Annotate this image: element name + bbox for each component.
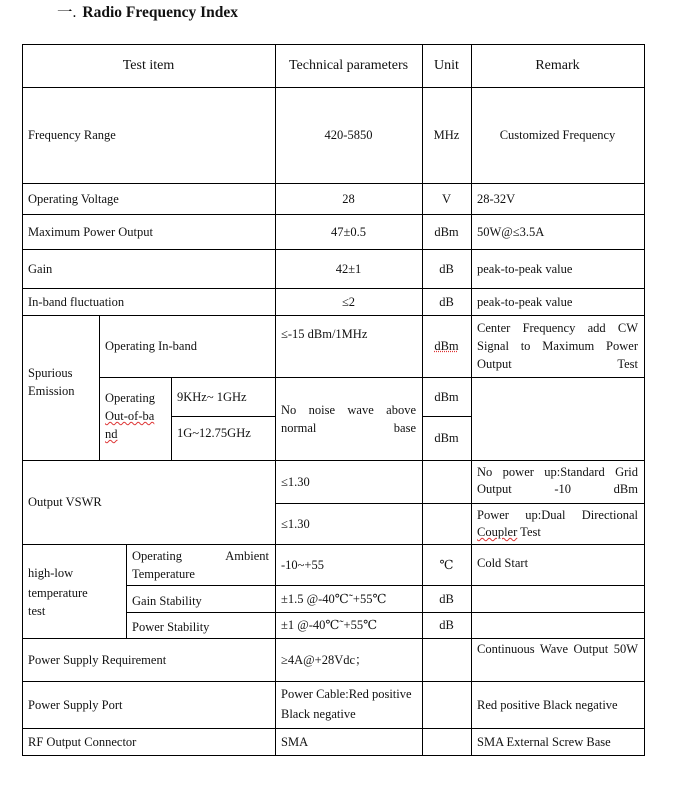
unit-out-of-band-2: dBm: [434, 431, 459, 445]
range-9khz-1ghz: 9KHz~ 1GHz: [177, 389, 247, 404]
unit-power-stability: dB: [439, 618, 454, 632]
remark-power-supply-requirement: Continuous Wave Output 50W: [477, 642, 638, 656]
param-out-of-band: No noise wave above normal base: [281, 403, 416, 435]
header-remark: Remark: [535, 57, 580, 73]
section-number: 一.: [57, 4, 77, 21]
unit-inband-fluctuation: dB: [439, 294, 454, 309]
item-frequency-range: Frequency Range: [28, 128, 116, 142]
item-power-supply-port: Power Supply Port: [28, 697, 123, 712]
remark-vswr-2: [471, 503, 644, 544]
item-power-supply-requirement: Power Supply Requirement: [28, 652, 167, 667]
param-vswr-2: ≤1.30: [281, 516, 310, 531]
item-inband-fluctuation: In-band fluctuation: [28, 294, 125, 309]
item-out-of-band-line1: Operating: [105, 391, 155, 405]
param-power-supply-port: Power Cable:Red positive Black negative: [281, 687, 412, 721]
remark-vswr-2-coupler: Coupler: [477, 525, 518, 539]
group-spurious-emission: Spurious Emission: [28, 365, 75, 398]
unit-frequency-range: MHz: [433, 128, 460, 142]
remark-gain: peak-to-peak value: [477, 261, 573, 276]
param-power-stability: ±1 @-40℃˜+55℃: [281, 618, 378, 632]
unit-gain: dB: [439, 261, 454, 276]
remark-max-power-output: 50W@≤3.5A: [477, 224, 545, 239]
unit-max-power-output: dBm: [434, 224, 459, 239]
range-1g-12-75ghz: 1G~12.75GHz: [177, 426, 251, 440]
group-temp-line2: temperature test: [28, 586, 88, 618]
item-max-power-output: Maximum Power Output: [28, 224, 153, 239]
item-output-vswr: Output VSWR: [28, 495, 102, 509]
unit-operating-inband-text: dBm: [434, 339, 459, 353]
item-out-of-band-line2: Out-of-ba: [105, 409, 155, 423]
remark-inband-fluctuation: peak-to-peak value: [477, 294, 573, 309]
param-frequency-range: 420-5850: [324, 128, 373, 142]
item-operating-inband: Operating In-band: [105, 339, 197, 353]
param-rf-output-connector: SMA: [281, 734, 309, 749]
remark-rf-output-connector: SMA External Screw Base: [477, 734, 611, 749]
param-operating-inband: ≤-15 dBm/1MHz: [281, 327, 368, 341]
param-vswr-1: ≤1.30: [281, 474, 310, 489]
param-ambient-temperature: -10~+55: [281, 557, 324, 572]
param-gain-stability: ±1.5 @-40℃˜+55℃: [281, 591, 387, 606]
remark-operating-inband: Center Frequency add CW Signal to Maximum Power Output Test: [477, 321, 638, 371]
remark-vswr-2-line1: Power up:Dual Directional: [477, 508, 638, 522]
remark-ambient-temperature: Cold Start: [477, 556, 529, 570]
item-operating-voltage: Operating Voltage: [28, 191, 119, 206]
table-border-bottom: [22, 755, 645, 756]
remark-power-supply-port: Red positive Black negative: [477, 697, 618, 712]
item-gain-stability: Gain Stability: [132, 593, 202, 608]
item-power-stability: Power Stability: [132, 620, 210, 634]
param-power-supply-requirement: ≥4A@+28Vdc；: [281, 652, 368, 667]
unit-gain-stability: dB: [439, 591, 454, 606]
unit-operating-inband: [422, 315, 471, 377]
unit-out-of-band-1: dBm: [434, 389, 459, 404]
header-unit: Unit: [434, 57, 459, 73]
section-title-text: Radio Frequency Index: [82, 4, 238, 21]
item-operating-out-of-band: [99, 377, 171, 460]
remark-frequency-range: Customized Frequency: [499, 128, 616, 142]
param-gain: 42±1: [335, 261, 362, 276]
param-operating-voltage: 28: [342, 191, 355, 206]
unit-ambient-temperature: ℃: [439, 557, 454, 572]
remark-operating-voltage: 28-32V: [477, 191, 516, 206]
table-border-right: [644, 44, 645, 756]
item-gain: Gain: [28, 261, 53, 276]
item-rf-output-connector: RF Output Connector: [28, 734, 137, 749]
remark-vswr-1: No power up:Standard Grid Output -10 dBm: [477, 465, 638, 496]
header-technical-parameters: Technical parameters: [288, 57, 409, 73]
group-temp-line1: high-low: [28, 566, 74, 580]
group-high-low-temperature: [22, 544, 126, 638]
item-out-of-band-line3: nd: [105, 427, 118, 441]
remark-vswr-2-test: Test: [517, 525, 541, 539]
item-operating-ambient-temperature: Operating Ambient Temperature: [132, 549, 269, 581]
param-max-power-output: 47±0.5: [331, 224, 366, 239]
param-inband-fluctuation: ≤2: [341, 294, 356, 309]
section-title: [57, 0, 238, 22]
unit-operating-voltage: V: [441, 191, 452, 206]
header-test-item: Test item: [122, 57, 175, 73]
